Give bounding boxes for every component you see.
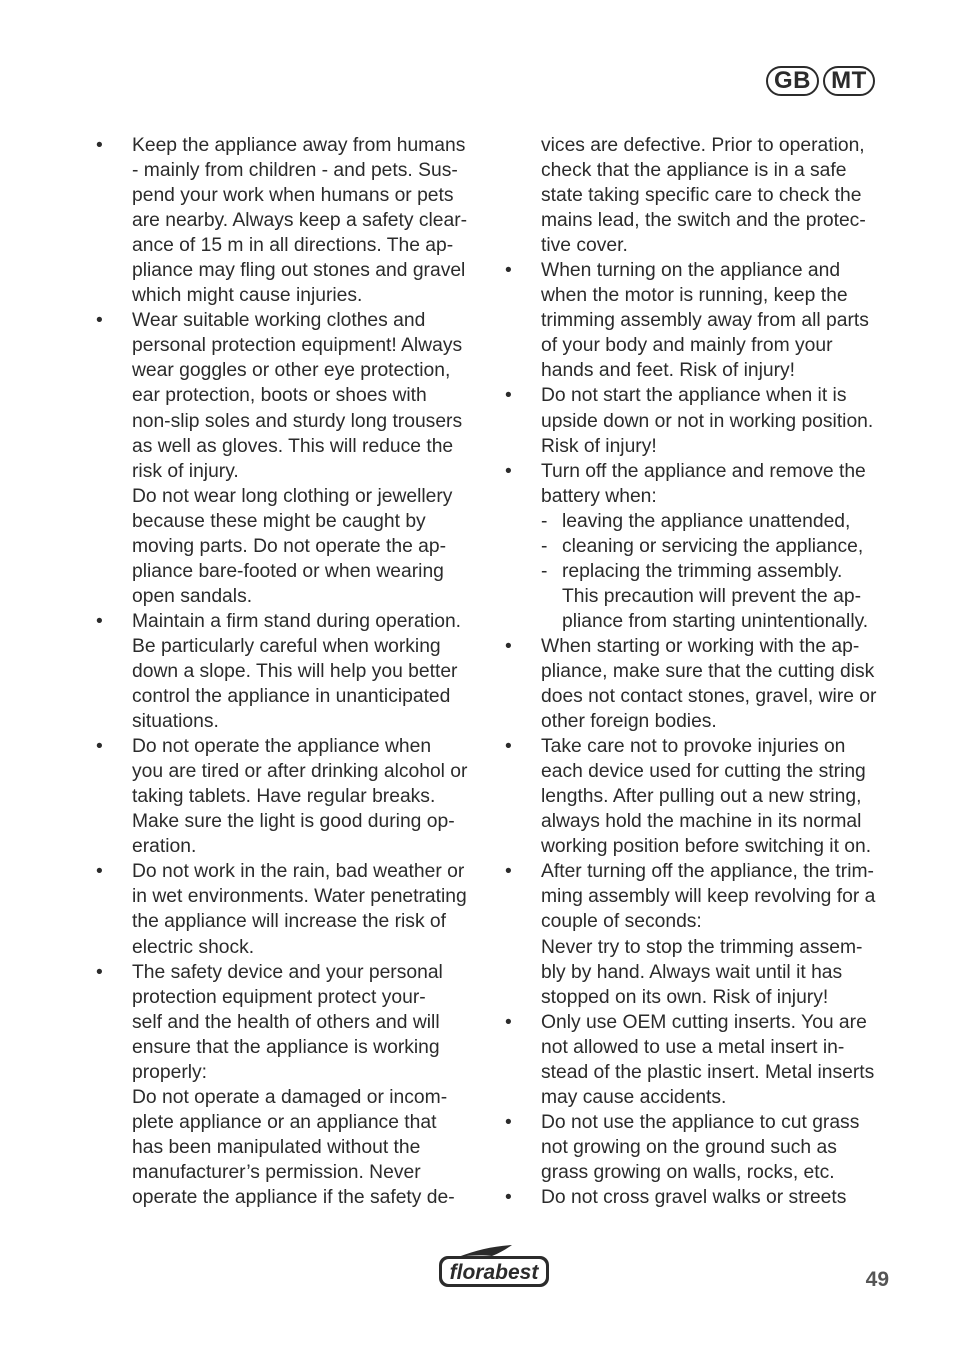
continued-item [505, 133, 897, 258]
text-line: taking tablets. Have regular breaks. [132, 786, 436, 808]
text-line: Do not operate the appliance when [132, 736, 432, 758]
text-line: ear protection, boots or shoes with [132, 385, 427, 407]
text-line: which might cause injuries. [132, 285, 363, 307]
language-badges [766, 66, 875, 96]
item-text [541, 734, 897, 859]
language-badge-mt: MT [823, 66, 875, 96]
paragraph [132, 734, 488, 859]
bullet-marker: • [96, 961, 103, 983]
florabest-logo [436, 1244, 552, 1295]
bullet-marker: • [505, 1186, 512, 1208]
sub-item [541, 509, 897, 534]
paragraph [541, 258, 897, 383]
bullet-marker: • [505, 861, 512, 883]
text-line: cleaning or servicing the appliance, [562, 535, 864, 557]
text-line: upside down or not in working position. [541, 410, 874, 432]
text-line: hands and feet. Risk of injury! [541, 360, 796, 382]
bullet-marker: • [96, 610, 103, 632]
bullet-item [505, 383, 897, 458]
paragraph [541, 859, 897, 934]
bullet-marker: • [505, 260, 512, 282]
text-line: Make sure the light is good during op- [132, 811, 455, 833]
bullet-marker: • [505, 385, 512, 407]
bullet-item [96, 308, 488, 609]
text-line: replacing the trimming assembly. [562, 560, 843, 582]
left-column [96, 133, 488, 1210]
text-line: properly: [132, 1061, 208, 1083]
bullet-marker: • [505, 1011, 512, 1033]
text-line: state taking specific care to check the [541, 185, 862, 207]
text-line: down a slope. This will help you better [132, 660, 458, 682]
bullet-marker: • [96, 861, 103, 883]
text-line: Keep the appliance away from humans [132, 135, 466, 156]
text-line: Be particularly careful when working [132, 635, 441, 657]
paragraph [132, 960, 488, 1085]
text-line: risk of injury. [132, 460, 239, 482]
text-line: Do not cross gravel walks or streets [541, 1186, 847, 1208]
text-line: ming assembly will keep revolving for a [541, 886, 876, 908]
text-line: personal protection equipment! Always [132, 335, 463, 357]
text-line: grass growing on walls, rocks, etc. [541, 1161, 835, 1183]
item-text [541, 634, 897, 734]
sub-item-text [562, 509, 850, 534]
bullet-marker: • [505, 1111, 512, 1133]
text-line: Do not use the appliance to cut grass [541, 1111, 860, 1133]
text-line: manufacturer’s permission. Never [132, 1161, 421, 1183]
paragraph [541, 133, 897, 258]
item-text [541, 258, 897, 383]
logo-text: florabest [449, 1261, 539, 1284]
page-number: 49 [865, 1268, 889, 1291]
text-line: plete appliance or an appliance that [132, 1111, 437, 1133]
text-line: battery when: [541, 485, 657, 507]
text-line: trimming assembly away from all parts [541, 310, 869, 332]
text-line: because these might be caught by [132, 510, 426, 532]
bullet-item [505, 1110, 897, 1185]
language-badge-gb: GB [766, 66, 819, 96]
item-text [541, 383, 897, 458]
text-line: lengths. After pulling out a new string, [541, 786, 862, 808]
text-line: Maintain a firm stand during operation. [132, 610, 462, 632]
bullet-marker: • [96, 310, 103, 332]
paragraph [541, 1185, 897, 1210]
item-text [132, 734, 488, 859]
paragraph [132, 133, 488, 308]
text-line: non-slip soles and sturdy long trousers [132, 410, 463, 432]
item-text [541, 859, 897, 1009]
item-text [541, 1010, 897, 1110]
dash-marker: - [541, 535, 548, 557]
sub-item-text [562, 559, 868, 634]
text-line: eration. [132, 836, 197, 858]
paragraph [541, 383, 897, 458]
paragraph [541, 935, 897, 1010]
text-line: self and the health of others and will [132, 1011, 440, 1033]
text-line: stopped on its own. Risk of injury! [541, 986, 829, 1008]
text-line: electric shock. [132, 936, 255, 958]
text-line: may cause accidents. [541, 1086, 727, 1108]
text-line: pliance, make sure that the cutting disk [541, 660, 875, 682]
text-line: vices are defective. Prior to operation, [541, 135, 865, 156]
bullet-item [505, 459, 897, 634]
paragraph [541, 459, 897, 509]
text-line: protection equipment protect your- [132, 986, 426, 1008]
text-line: mains lead, the switch and the protec- [541, 210, 866, 232]
bullet-item [505, 258, 897, 383]
text-line: wear goggles or other eye protection, [132, 360, 451, 382]
sub-item-text [562, 534, 863, 559]
text-line: you are tired or after drinking alcohol or [132, 761, 468, 783]
text-line: Risk of injury! [541, 435, 657, 457]
text-line: Never try to stop the trimming assem- [541, 936, 863, 958]
text-line: When starting or working with the ap- [541, 635, 860, 657]
text-line: Take care not to provoke injuries on [541, 736, 846, 758]
text-line: After turning off the appliance, the trim- [541, 861, 874, 883]
text-line: working position before switching it on. [541, 836, 872, 858]
text-line: of your body and mainly from your [541, 335, 833, 357]
item-text [541, 459, 897, 634]
text-line: not allowed to use a metal insert in- [541, 1036, 845, 1058]
paragraph [132, 1085, 488, 1210]
item-text [132, 308, 488, 609]
text-line: check that the appliance is in a safe [541, 160, 847, 182]
bullet-marker: • [505, 635, 512, 657]
bullet-marker: • [96, 736, 103, 758]
text-line: tive cover. [541, 235, 628, 257]
text-line: pliance from starting unintentionally. [562, 610, 869, 632]
bullet-item [96, 734, 488, 859]
sub-item [541, 559, 897, 634]
bullet-marker: • [505, 736, 512, 758]
text-line: pliance bare-footed or when wearing [132, 560, 444, 582]
text-line: in wet environments. Water penetrating [132, 886, 467, 908]
text-line: - mainly from children - and pets. Sus- [132, 160, 458, 182]
item-text [541, 1185, 897, 1210]
bullet-marker [505, 133, 541, 258]
bullet-item [96, 609, 488, 734]
item-text [132, 133, 488, 308]
paragraph [132, 484, 488, 609]
text-line: has been manipulated without the [132, 1136, 421, 1158]
paragraph [132, 308, 488, 483]
text-line: pliance may fling out stones and gravel [132, 260, 466, 282]
text-line: always hold the machine in its normal [541, 811, 862, 833]
bullet-item [505, 859, 897, 1009]
text-line: leaving the appliance unattended, [562, 510, 851, 532]
text-line: moving parts. Do not operate the ap- [132, 535, 447, 557]
text-line: Do not start the appliance when it is [541, 385, 847, 407]
paragraph [541, 634, 897, 734]
item-text [541, 133, 897, 258]
dash-marker: - [541, 560, 548, 582]
text-line: situations. [132, 711, 219, 733]
paragraph [541, 734, 897, 859]
text-line: The safety device and your personal [132, 961, 443, 983]
item-text [132, 960, 488, 1210]
text-line: Do not wear long clothing or jewellery [132, 485, 453, 507]
bullet-item [96, 859, 488, 959]
text-line: Turn off the appliance and remove the [541, 460, 866, 482]
bullet-item [505, 1010, 897, 1110]
text-line: bly by hand. Always wait until it has [541, 961, 843, 983]
text-line: Do not work in the rain, bad weather or [132, 861, 465, 883]
bullet-marker: • [96, 135, 103, 156]
bullet-item [96, 960, 488, 1210]
florabest-logo-icon [436, 1244, 552, 1290]
text-line: This precaution will prevent the ap- [562, 585, 862, 607]
bullet-item [505, 634, 897, 734]
text-line: couple of seconds: [541, 911, 702, 933]
sub-item [541, 534, 897, 559]
text-line: each device used for cutting the string [541, 761, 866, 783]
text-line: open sandals. [132, 585, 253, 607]
item-text [132, 859, 488, 959]
text-line: When turning on the appliance and [541, 260, 841, 282]
text-line: other foreign bodies. [541, 711, 717, 733]
text-line: the appliance will increase the risk of [132, 911, 447, 933]
text-line: Do not operate a damaged or incom- [132, 1086, 448, 1108]
text-line: ensure that the appliance is working [132, 1036, 440, 1058]
text-line: operate the appliance if the safety de- [132, 1186, 455, 1208]
text-line: when the motor is running, keep the [541, 285, 848, 307]
text-line: stead of the plastic insert. Metal inserts [541, 1061, 875, 1083]
text-line: pend your work when humans or pets [132, 185, 454, 207]
item-text [132, 609, 488, 734]
text-line: Wear suitable working clothes and [132, 310, 426, 332]
text-line: are nearby. Always keep a safety clear- [132, 210, 468, 232]
right-column [505, 133, 897, 1210]
paragraph [541, 1110, 897, 1185]
text-line: not growing on the ground such as [541, 1136, 837, 1158]
bullet-item [96, 133, 488, 308]
text-line: does not contact stones, gravel, wire or [541, 686, 877, 708]
text-line: ance of 15 m in all directions. The ap- [132, 235, 454, 257]
text-line: control the appliance in unanticipated [132, 686, 451, 708]
paragraph [541, 1010, 897, 1110]
paragraph [132, 859, 488, 959]
text-line: Only use OEM cutting inserts. You are [541, 1011, 867, 1033]
bullet-item [505, 1185, 897, 1210]
item-text [541, 1110, 897, 1185]
bullet-item [505, 734, 897, 859]
text-line: as well as gloves. This will reduce the [132, 435, 454, 457]
paragraph [132, 609, 488, 734]
bullet-marker: • [505, 460, 512, 482]
dash-marker: - [541, 510, 548, 532]
